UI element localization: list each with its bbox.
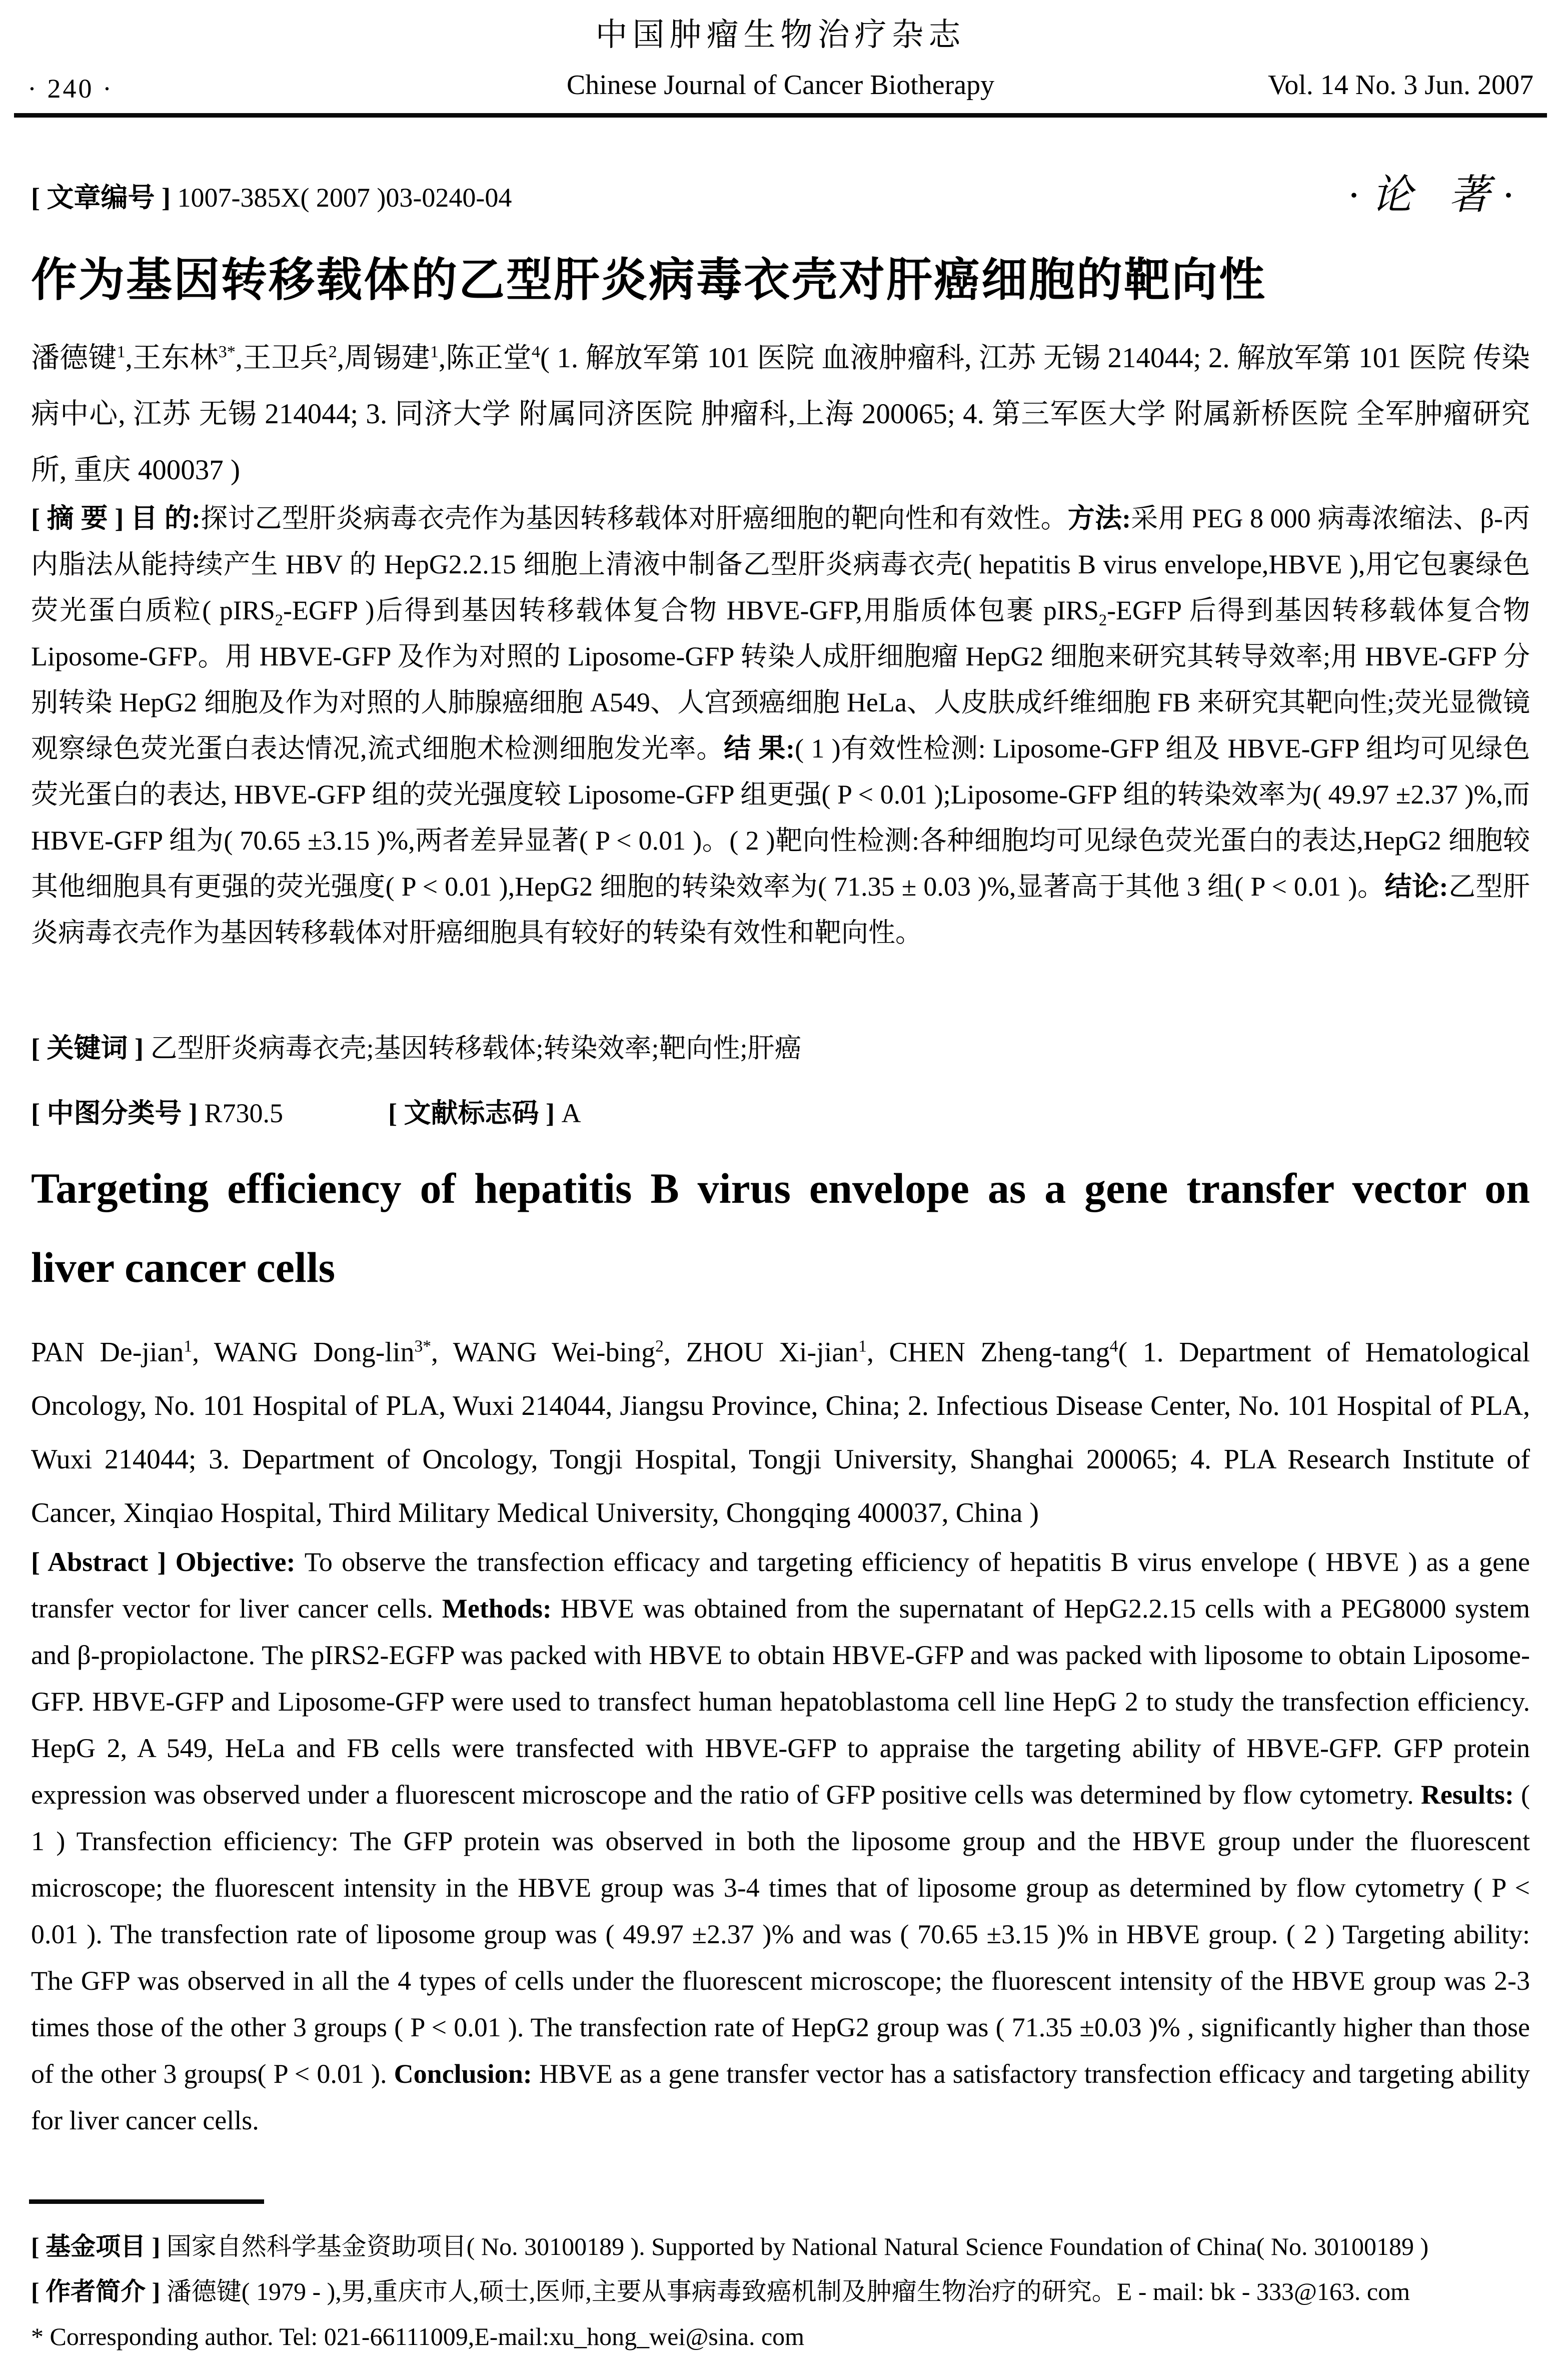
article-title-english: Targeting efficiency of hepatitis B virus envelope as a gene transfer vector on liver cancer cells <box>31 1164 1530 1291</box>
abstract-english: [ Abstract ] Objective: To observe the transfection efficacy and targeting efficiency of hepatitis B virus envelope ( HBVE ) as a gene transfer vector for liver cancer cells. Methods: HBVE was obtained from the supernatant of HepG2.2.15 cells with a PEG8000 system and β-propiolactone. The pIRS2-EGFP was packed with HBVE to obtain HBVE-GFP and was packed with liposome to obtain Liposome-GFP. HBVE-GFP and Liposome-GFP were used to transfect human hepatoblastoma cell line HepG 2 to study the transfection efficiency. HepG 2, A 549, HeLa and FB cells were transfected with HBVE-GFP to appraise the targeting ability of HBVE-GFP. GFP protein expression was observed under a fluorescent microscope and the ratio of GFP positive cells was determined by flow cytometry. Results: ( 1 ) Transfection efficiency: The GFP protein was observed in both the liposome group and the HBVE group under the fluorescent microscope; the fluorescent intensity in the HBVE group was 3-4 times that of liposome group as determined by flow cytometry ( P < 0.01 ). The transfection rate of liposome group was ( 49.97 ±2.37 )% and was ( 70.65 ±3.15 )% in HBVE group. ( 2 ) Targeting ability: The GFP was observed in all the 4 types of cells under the fluorescent microscope; the fluorescent intensity of the HBVE group was 2-3 times those of the other 3 groups ( P < 0.01 ). The transfection rate of HepG2 group was ( 71.35 ±0.03 )% , significantly higher than those of the other 3 groups( P < 0.01 ). Conclusion: HBVE as a gene transfer vector has a satisfactory transfection efficacy and targeting ability for liver cancer cells. <box>31 1547 1530 2135</box>
clc-label: [ 中图分类号 ] <box>31 1098 205 1128</box>
authors-affiliations-english: PAN De-jian$^1$, WANG Dong-lin$^{3*}$, WANG Wei-bing$^2$, ZHOU Xi-jian$^1$, CHEN Zheng-tang$^4$( 1. Department of Hematological Oncology, No. 101 Hospital of PLA, Wuxi 214044, Jiangsu Province, China; 2. Infectious Disease Center, No. 101 Hospital of PLA, Wuxi 214044; 3. Department of Oncology, Tongji Hospital, Tongji University, Shanghai 200065; 4. PLA Research Institute of Cancer, Xinqiao Hospital, Third Military Medical University, Chongqing 400037, China ) <box>31 1337 1530 1528</box>
keywords-chinese: [ 关键词 ] 乙型肝炎病毒衣壳;基因转移载体;转染效率;靶向性;肝癌 <box>31 1033 802 1063</box>
page-header-row <box>28 69 1533 109</box>
authors-affiliations-chinese: 潘德键$^1$,王东林$^{3*}$,王卫兵$^2$,周锡建$^1$,陈正堂$^4$( 1. 解放军第 101 医院 血液肿瘤科, 江苏 无锡 214044; 2. 解放军第 101 医院 传染病中心, 江苏 无锡 214044; 3. 同济大学 附属同济医院 肿瘤科,上海 200065; 4. 第三军医大学 附属新桥医院 全军肿瘤研究所, 重庆 400037 ) <box>31 342 1530 486</box>
page-number: · 240 · <box>28 74 114 104</box>
classification-line <box>31 1092 1530 1130</box>
article-id: [ 文章编号 ] 1007-385X( 2007 )03-0240-04 <box>31 183 512 213</box>
journal-title-english: Chinese Journal of Cancer Biotherapy <box>566 70 995 101</box>
journal-title-chinese: 中国肿瘤生物治疗杂志 <box>595 17 966 53</box>
document-code-label: [ 文献标志码 ] <box>388 1098 562 1128</box>
corresponding-author-note: * Corresponding author. Tel: 021-66111009,E-mail:xu_hong_wei@sina. com <box>31 2322 805 2350</box>
article-title-chinese: 作为基因转移载体的乙型肝炎病毒衣壳对肝癌细胞的靶向性 <box>31 255 1267 306</box>
column-mark-original-article: ·论 著· <box>1348 172 1526 218</box>
article-meta-row <box>31 172 1530 218</box>
abstract-chinese: [ 摘 要 ] 目 的:探讨乙型肝炎病毒衣壳作为基因转移载体对肝癌细胞的靶向性和有效性。方法:采用 PEG 8 000 病毒浓缩法、β-丙内脂法从能持续产生 HBV 的 HepG2.2.15 细胞上清液中制备乙型肝炎病毒衣壳( hepatitis B virus envelope,HBVE ),用它包裹绿色荧光蛋白质粒( pIRS$_2$-EGFP )后得到基因转移载体复合物 HBVE-GFP,用脂质体包裹 pIRS$_2$-EGFP 后得到基因转移载体复合物 Liposome-GFP。用 HBVE-GFP 及作为对照的 Liposome-GFP 转染人成肝细胞瘤 HepG2 细胞来研究其转导效率;用 HBVE-GFP 分别转染 HepG2 细胞及作为对照的人肺腺癌细胞 A549、人宫颈癌细胞 HeLa、人皮肤成纤维细胞 FB 来研究其靶向性;荧光显微镜观察绿色荧光蛋白表达情况,流式细胞术检测细胞发光率。结 果:( 1 )有效性检测: Liposome-GFP 组及 HBVE-GFP 组均可见绿色荧光蛋白的表达, HBVE-GFP 组的荧光强度较 Liposome-GFP 组更强( P < 0.01 );Liposome-GFP 组的转染效率为( 49.97 ±2.37 )%,而 HBVE-GFP 组为( 70.65 ±3.15 )%,两者差异显著( P < 0.01 )。( 2 )靶向性检测:各种细胞均可见绿色荧光蛋白的表达,HepG2 细胞较其他细胞具有更强的荧光强度( P < 0.01 ),HepG2 细胞的转染效率为( 71.35 ± 0.03 )%,显著高于其他 3 组( P < 0.01 )。结论:乙型肝炎病毒衣壳作为基因转移载体对肝癌细胞具有较好的转染有效性和靶向性。 <box>31 503 1530 948</box>
author-biography-note: [ 作者简介 ] 潘德键( 1979 - ),男,重庆市人,硕士,医师,主要从事病毒致癌机制及肿瘤生物治疗的研究。E - mail: bk - 333@163. com <box>31 2277 1410 2305</box>
header-rule <box>14 113 1547 118</box>
volume-issue-date: Vol. 14 No. 3 Jun. 2007 <box>1267 70 1533 101</box>
clc-value: R730.5 <box>204 1098 283 1128</box>
footnote-separator-rule <box>29 2199 264 2204</box>
document-code-value: A <box>561 1098 581 1128</box>
funding-note: [ 基金项目 ] 国家自然科学基金资助项目( No. 30100189 ). Supported by National Natural Science Foundation of China( No. 30100189 ) <box>31 2232 1429 2260</box>
